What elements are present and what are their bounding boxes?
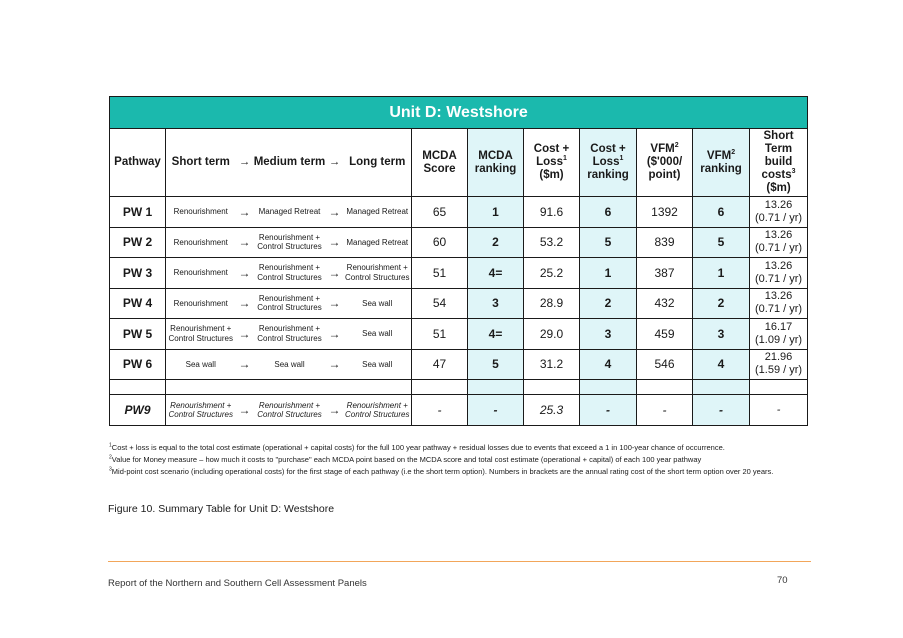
vfm-ranking-cell: 4 bbox=[693, 349, 750, 380]
pathway-cell: PW 1 bbox=[110, 197, 166, 228]
empty-cell bbox=[637, 380, 693, 395]
pathway-cell: PW 4 bbox=[110, 288, 166, 319]
footnote-ref: 2 bbox=[731, 148, 736, 156]
arrow-icon: → bbox=[236, 395, 254, 426]
cost-loss-cell: 25.2 bbox=[524, 258, 580, 289]
footnote-2 bbox=[109, 455, 809, 465]
medium-term-cell: Renourishment + Control Structures bbox=[254, 227, 326, 258]
medium-term-cell: Renourishment + Control Structures bbox=[254, 288, 326, 319]
header-vfm-ranking bbox=[693, 129, 750, 197]
cost-loss-ranking-cell: 1 bbox=[580, 258, 637, 289]
summary-table bbox=[109, 96, 808, 426]
arrow-icon: → bbox=[326, 129, 344, 197]
short-build-cell bbox=[750, 227, 808, 258]
mcda-score-cell: 47 bbox=[412, 349, 468, 380]
cost-loss-cell: 31.2 bbox=[524, 349, 580, 380]
mcda-score-cell: 51 bbox=[412, 319, 468, 350]
table-row bbox=[110, 258, 808, 289]
build-cost-rate: (0.71 / yr) bbox=[754, 303, 803, 316]
table-row bbox=[110, 319, 808, 350]
pathway-cell: PW 6 bbox=[110, 349, 166, 380]
mcda-score-cell: 60 bbox=[412, 227, 468, 258]
mcda-ranking-cell: 2 bbox=[468, 227, 524, 258]
table-body bbox=[110, 197, 808, 426]
build-cost-value: 13.26 bbox=[764, 229, 793, 242]
mcda-ranking-cell: 1 bbox=[468, 197, 524, 228]
header-cost-loss-ranking bbox=[580, 129, 637, 197]
header-pathway: Pathway bbox=[110, 129, 166, 197]
header-short-build bbox=[750, 129, 808, 197]
header-medium-term: Medium term bbox=[254, 129, 326, 197]
long-term-cell: Sea wall bbox=[344, 288, 412, 319]
cost-loss-cell: 28.9 bbox=[524, 288, 580, 319]
mcda-ranking-cell: 5 bbox=[468, 349, 524, 380]
mcda-score-cell: - bbox=[412, 395, 468, 426]
short-term-cell: Renourishment bbox=[166, 288, 236, 319]
header-cost-loss-ranking-label: Cost + Loss bbox=[590, 143, 626, 168]
empty-cell bbox=[693, 380, 750, 395]
header-mcda-score: MCDA Score bbox=[412, 129, 468, 197]
empty-cell bbox=[326, 380, 344, 395]
header-short-build-label: Short Term build costs bbox=[761, 130, 794, 181]
arrow-icon: → bbox=[236, 349, 254, 380]
cost-loss-ranking-cell: 5 bbox=[580, 227, 637, 258]
cost-loss-cell: 53.2 bbox=[524, 227, 580, 258]
long-term-cell: Sea wall bbox=[344, 349, 412, 380]
empty-cell bbox=[524, 380, 580, 395]
header-cost-loss-label: Cost + Loss bbox=[533, 143, 570, 168]
arrow-icon: → bbox=[326, 288, 344, 319]
empty-cell bbox=[166, 380, 236, 395]
long-term-cell: Managed Retreat bbox=[344, 227, 412, 258]
header-cost-loss bbox=[524, 129, 580, 197]
vfm-cell: 839 bbox=[637, 227, 693, 258]
vfm-cell: 1392 bbox=[637, 197, 693, 228]
footnote-ref: 1 bbox=[562, 155, 567, 163]
header-vfm-label: VFM bbox=[650, 143, 675, 155]
arrow-icon: → bbox=[326, 227, 344, 258]
short-build-cell bbox=[750, 395, 808, 426]
header-ranking-word: ranking bbox=[700, 162, 742, 175]
short-term-cell: Renourishment + Control Structures bbox=[166, 319, 236, 350]
mcda-ranking-cell: 4= bbox=[468, 319, 524, 350]
empty-cell bbox=[254, 380, 326, 395]
footnote-number: 3 bbox=[109, 466, 112, 473]
footnote-number: 1 bbox=[109, 442, 112, 449]
arrow-icon: → bbox=[326, 349, 344, 380]
header-vfm-unit: ($'000/ point) bbox=[646, 156, 683, 181]
vfm-cell: - bbox=[637, 395, 693, 426]
table-row bbox=[110, 395, 808, 426]
vfm-ranking-cell: 5 bbox=[693, 227, 750, 258]
short-term-cell: Renourishment + Control Structures bbox=[166, 395, 236, 426]
header-ranking-word: ranking bbox=[587, 169, 629, 181]
build-cost-value: 13.26 bbox=[764, 259, 793, 272]
footnote-ref: 1 bbox=[619, 155, 624, 163]
table-row bbox=[110, 197, 808, 228]
vfm-ranking-cell: - bbox=[693, 395, 750, 426]
cost-loss-ranking-cell: 6 bbox=[580, 197, 637, 228]
cost-loss-cell: 29.0 bbox=[524, 319, 580, 350]
pathway-cell: PW 2 bbox=[110, 227, 166, 258]
build-cost-value: - bbox=[776, 403, 781, 416]
short-term-cell: Renourishment bbox=[166, 227, 236, 258]
arrow-icon: → bbox=[236, 129, 254, 197]
vfm-ranking-cell: 3 bbox=[693, 319, 750, 350]
footnote-ref: 2 bbox=[674, 142, 679, 150]
empty-cell bbox=[236, 380, 254, 395]
header-mcda-ranking: MCDA ranking bbox=[468, 129, 524, 197]
build-cost-rate: (0.71 / yr) bbox=[754, 242, 803, 255]
arrow-icon: → bbox=[236, 227, 254, 258]
short-term-cell: Renourishment bbox=[166, 258, 236, 289]
footnote-3 bbox=[109, 467, 809, 477]
pathway-cell: PW 3 bbox=[110, 258, 166, 289]
short-term-cell: Renourishment bbox=[166, 197, 236, 228]
long-term-cell: Renourishment + Control Structures bbox=[344, 258, 412, 289]
vfm-ranking-cell: 1 bbox=[693, 258, 750, 289]
build-cost-rate: (1.59 / yr) bbox=[754, 364, 803, 377]
empty-cell bbox=[412, 380, 468, 395]
build-cost-rate: (1.09 / yr) bbox=[754, 333, 803, 346]
page-number: 70 bbox=[777, 575, 788, 586]
empty-cell bbox=[580, 380, 637, 395]
arrow-icon: → bbox=[236, 288, 254, 319]
build-cost-value: 13.26 bbox=[764, 198, 793, 211]
arrow-icon: → bbox=[236, 197, 254, 228]
empty-cell bbox=[750, 380, 808, 395]
arrow-icon: → bbox=[326, 197, 344, 228]
medium-term-cell: Sea wall bbox=[254, 349, 326, 380]
table-row-blank bbox=[110, 380, 808, 395]
short-build-cell bbox=[750, 197, 808, 228]
medium-term-cell: Renourishment + Control Structures bbox=[254, 319, 326, 350]
empty-cell bbox=[344, 380, 412, 395]
header-cost-loss-unit: ($m) bbox=[539, 169, 564, 181]
cost-loss-cell: 91.6 bbox=[524, 197, 580, 228]
table-row bbox=[110, 349, 808, 380]
cost-loss-ranking-cell: - bbox=[580, 395, 637, 426]
vfm-ranking-cell: 6 bbox=[693, 197, 750, 228]
cost-loss-ranking-cell: 2 bbox=[580, 288, 637, 319]
long-term-cell: Renourishment + Control Structures bbox=[344, 395, 412, 426]
mcda-ranking-cell: 3 bbox=[468, 288, 524, 319]
empty-cell bbox=[110, 380, 166, 395]
footnote-1 bbox=[109, 443, 809, 453]
build-cost-rate: (0.71 / yr) bbox=[754, 211, 803, 224]
footnote-ref: 3 bbox=[791, 168, 796, 176]
cost-loss-cell: 25.3 bbox=[524, 395, 580, 426]
vfm-ranking-cell: 2 bbox=[693, 288, 750, 319]
footer-divider bbox=[108, 561, 811, 562]
pathway-cell: PW 5 bbox=[110, 319, 166, 350]
table-title: Unit D: Westshore bbox=[110, 97, 808, 129]
cost-loss-ranking-cell: 3 bbox=[580, 319, 637, 350]
header-long-term: Long term bbox=[344, 129, 412, 197]
footnote-text: Cost + loss is equal to the total cost estimate (operational + capital costs) for the full 100 year pathway + residual losses due to events that exceed a 1 in 100-year chance of occurrence. bbox=[111, 443, 725, 452]
mcda-score-cell: 51 bbox=[412, 258, 468, 289]
arrow-icon: → bbox=[326, 395, 344, 426]
vfm-cell: 387 bbox=[637, 258, 693, 289]
header-vfm bbox=[637, 129, 693, 197]
build-cost-value: 16.17 bbox=[764, 320, 793, 333]
short-term-cell: Sea wall bbox=[166, 349, 236, 380]
long-term-cell: Managed Retreat bbox=[344, 197, 412, 228]
short-build-cell bbox=[750, 319, 808, 350]
cost-loss-ranking-cell: 4 bbox=[580, 349, 637, 380]
header-short-term: Short term bbox=[166, 129, 236, 197]
vfm-cell: 432 bbox=[637, 288, 693, 319]
long-term-cell: Sea wall bbox=[344, 319, 412, 350]
vfm-cell: 546 bbox=[637, 349, 693, 380]
mcda-score-cell: 65 bbox=[412, 197, 468, 228]
vfm-cell: 459 bbox=[637, 319, 693, 350]
footnotes bbox=[109, 443, 809, 479]
footnote-number: 2 bbox=[109, 454, 112, 461]
table-row bbox=[110, 288, 808, 319]
medium-term-cell: Renourishment + Control Structures bbox=[254, 395, 326, 426]
arrow-icon: → bbox=[236, 319, 254, 350]
arrow-icon: → bbox=[326, 258, 344, 289]
footnote-text: Mid-point cost scenario (including operational costs) for the first stage of each pathway (i.e the short term option). Numbers in brackets are the annual rating cost of the short term option over 20 years. bbox=[111, 467, 774, 476]
short-build-cell bbox=[750, 258, 808, 289]
header-short-build-unit: ($m) bbox=[766, 182, 791, 194]
header-vfm-ranking-label: VFM bbox=[706, 149, 732, 162]
mcda-score-cell: 54 bbox=[412, 288, 468, 319]
pathway-cell: PW9 bbox=[110, 395, 166, 426]
medium-term-cell: Renourishment + Control Structures bbox=[254, 258, 326, 289]
short-build-cell bbox=[750, 288, 808, 319]
arrow-icon: → bbox=[326, 319, 344, 350]
mcda-ranking-cell: - bbox=[468, 395, 524, 426]
medium-term-cell: Managed Retreat bbox=[254, 197, 326, 228]
empty-cell bbox=[468, 380, 524, 395]
build-cost-value: 13.26 bbox=[764, 290, 793, 303]
arrow-icon: → bbox=[236, 258, 254, 289]
footnote-text: Value for Money measure – how much it costs to "purchase" each MCDA point based on the MCDA score and total cost estimate (operational + capital) of each 100 year pathway bbox=[111, 455, 702, 464]
build-cost-value: 21.96 bbox=[764, 351, 793, 364]
figure-caption: Figure 10. Summary Table for Unit D: Westshore bbox=[108, 503, 335, 515]
short-build-cell bbox=[750, 349, 808, 380]
table-row bbox=[110, 227, 808, 258]
footer-report-title: Report of the Northern and Southern Cell Assessment Panels bbox=[108, 578, 367, 589]
mcda-ranking-cell: 4= bbox=[468, 258, 524, 289]
build-cost-rate: (0.71 / yr) bbox=[754, 272, 803, 285]
